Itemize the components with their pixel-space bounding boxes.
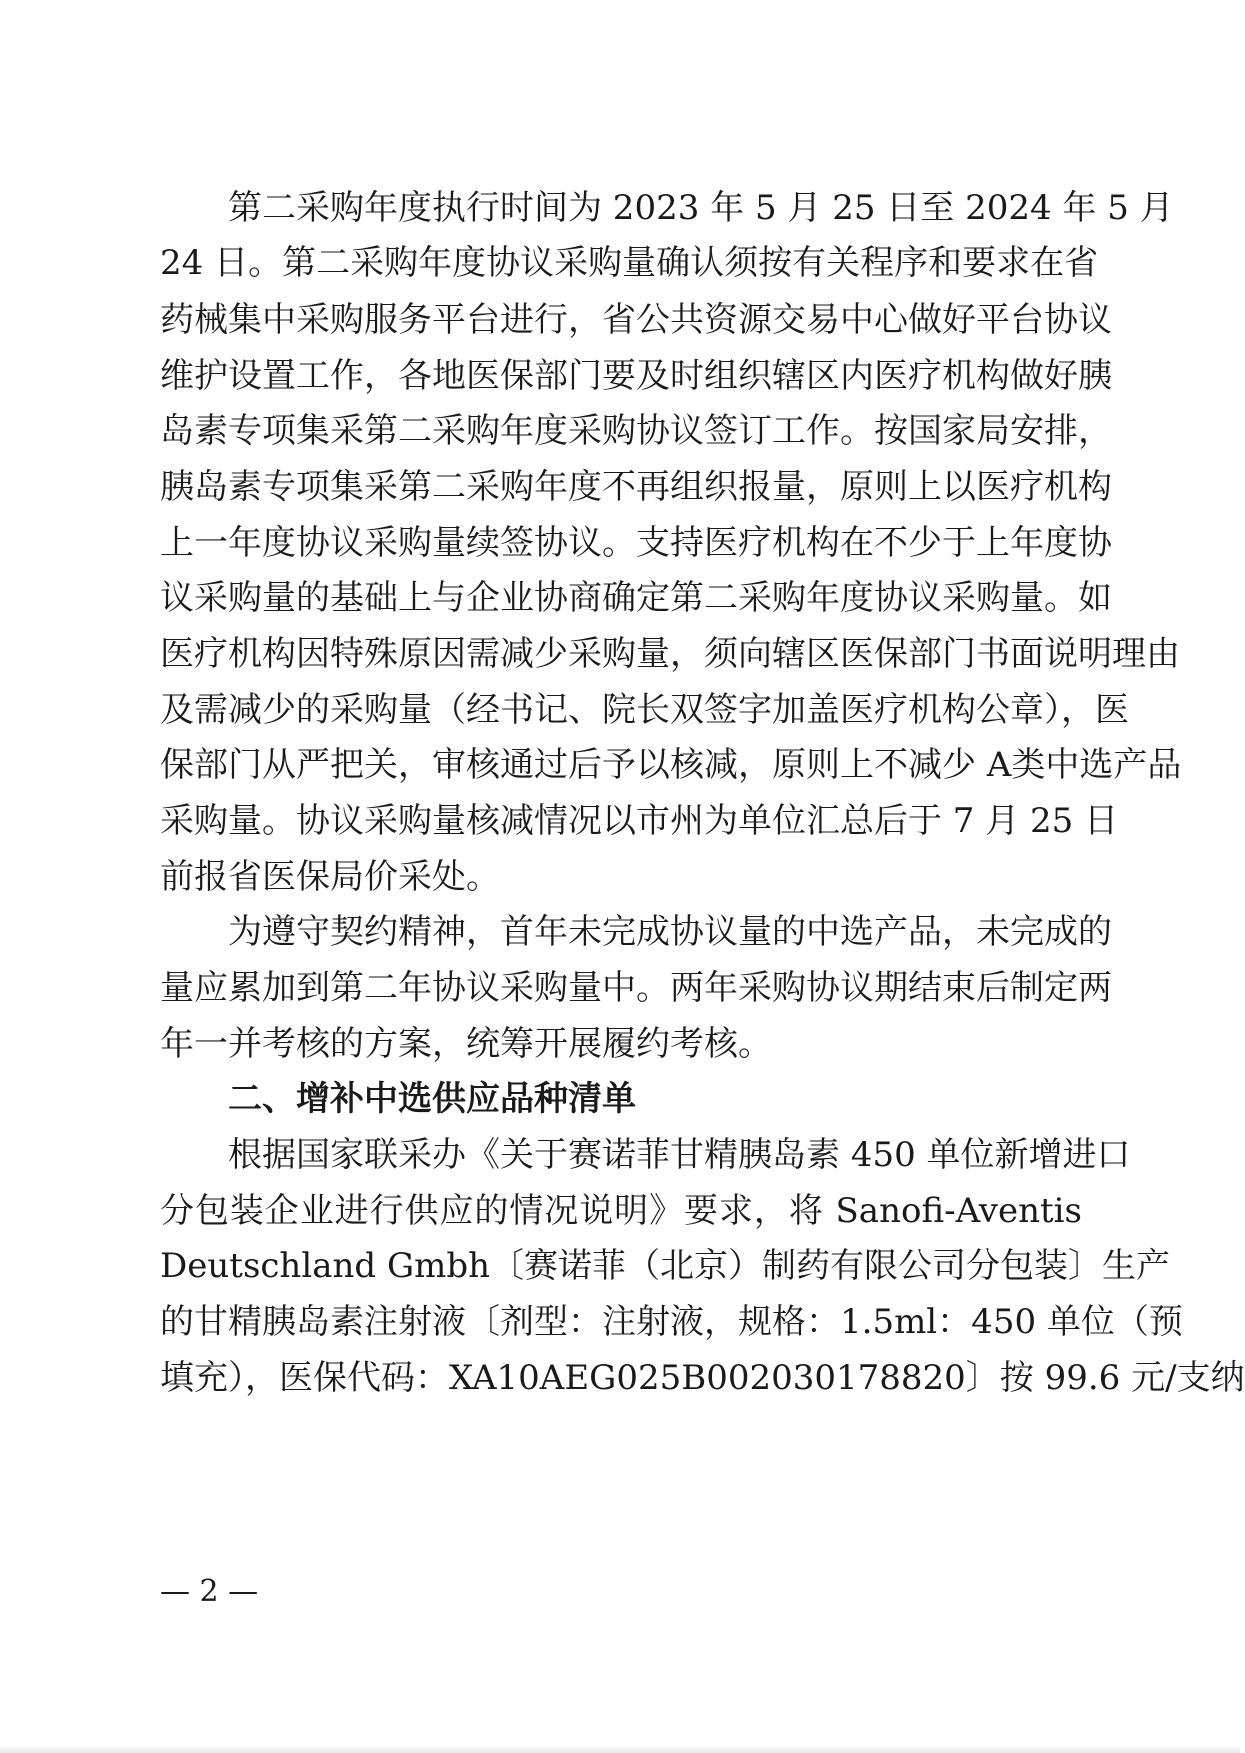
paragraph-3-line-3: Deutschland Gmbh〔赛诺菲（北京）制药有限公司分包装〕生产 (160, 1246, 1171, 1286)
paragraph-1-line-6: 胰岛素专项集采第二采购年度不再组织报量，原则上以医疗机构 (160, 467, 1112, 507)
paragraph-2-line-2: 量应累加到第二年协议采购量中。两年采购协议期结束后制定两 (160, 968, 1112, 1008)
paragraph-3-line-2: 分包装企业进行供应的情况说明》要求，将 Sanofi-Aventis (160, 1191, 1082, 1231)
paragraph-1-line-5: 岛素专项集采第二采购年度采购协议签订工作。按国家局安排， (160, 411, 1112, 451)
paragraph-1-line-12: 采购量。协议采购量核减情况以市州为单位汇总后于 7 月 25 日 (160, 801, 1119, 841)
paragraph-1-line-13: 前报省医保局价采处。 (160, 857, 500, 897)
paragraph-2-line-3: 年一并考核的方案，统筹开展履约考核。 (160, 1024, 772, 1064)
page-number: — 2 — (160, 1574, 259, 1609)
paragraph-1-line-3: 药械集中采购服务平台进行，省公共资源交易中心做好平台协议 (160, 300, 1112, 340)
paragraph-1-line-7: 上一年度协议采购量续签协议。支持医疗机构在不少于上年度协 (160, 523, 1112, 563)
paragraph-3-line-1: 根据国家联采办《关于赛诺菲甘精胰岛素 450 单位新增进口 (228, 1135, 1131, 1175)
paragraph-3-line-4: 的甘精胰岛素注射液〔剂型：注射液，规格：1.5ml：450 单位（预 (160, 1302, 1183, 1342)
paragraph-1-line-10: 及需减少的采购量（经书记、院长双签字加盖医疗机构公章），医 (160, 690, 1129, 730)
paragraph-1-line-1: 第二采购年度执行时间为 2023 年 5 月 25 日至 2024 年 5 月 (228, 188, 1174, 228)
page-bottom-edge (0, 1745, 1240, 1753)
paragraph-1-line-4: 维护设置工作，各地医保部门要及时组织辖区内医疗机构做好胰 (160, 356, 1112, 396)
section-heading: 二、增补中选供应品种清单 (228, 1079, 636, 1119)
paragraph-3-line-5: 填充），医保代码：XA10AEG025B002030178820〕按 99.6 元/支纳 (160, 1358, 1245, 1398)
paragraph-1-line-9: 医疗机构因特殊原因需减少采购量，须向辖区医保部门书面说明理由 (160, 634, 1180, 674)
paragraph-1-line-8: 议采购量的基础上与企业协商确定第二采购年度协议采购量。如 (160, 578, 1112, 618)
paragraph-1-line-11: 保部门从严把关，审核通过后予以核减，原则上不减少 A类中选产品 (160, 745, 1182, 785)
paragraph-2-line-1: 为遵守契约精神，首年未完成协议量的中选产品，未完成的 (228, 912, 1112, 952)
paragraph-1-line-2: 24 日。第二采购年度协议采购量确认须按有关程序和要求在省 (160, 243, 1099, 283)
